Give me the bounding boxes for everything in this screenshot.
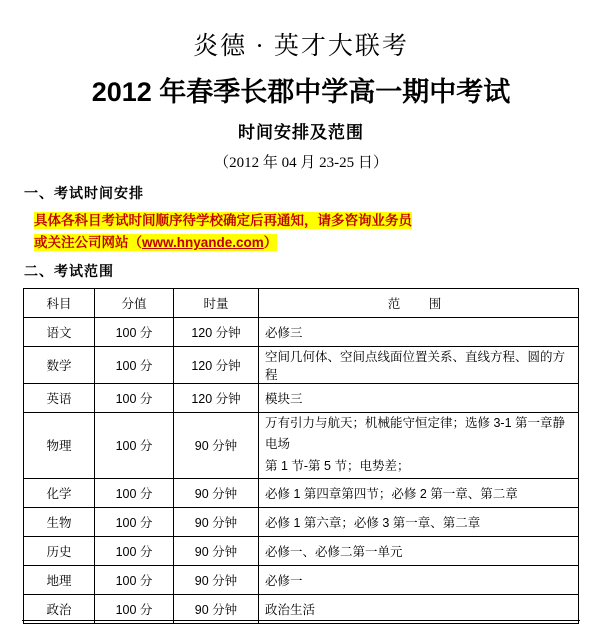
notice-text-prefix: 或关注公司网站（ xyxy=(34,235,142,251)
table-header-row xyxy=(24,288,579,317)
cell-duration: 90 分钟 xyxy=(174,537,259,566)
cell-subject: 英语 xyxy=(24,383,95,412)
document-page xyxy=(0,26,602,635)
brand-title: 炎德 · 英才大联考 xyxy=(193,33,409,60)
cell-duration: 90 分钟 xyxy=(174,595,259,624)
cell-scope: 必修三 xyxy=(259,317,579,346)
cell-scope xyxy=(259,412,579,479)
cell-subject: 地理 xyxy=(24,566,95,595)
table-row xyxy=(24,479,579,508)
cell-scope: 必修一、必修二第一单元 xyxy=(259,537,579,566)
section-heading-scope: 二、考试范围 xyxy=(24,262,114,279)
notice-text-line2 xyxy=(34,234,277,251)
table-row xyxy=(24,537,579,566)
cell-score: 100 分 xyxy=(95,537,174,566)
column-header-subject: 科目 xyxy=(24,288,95,317)
cell-duration: 90 分钟 xyxy=(174,566,259,595)
table-header xyxy=(24,288,579,317)
cell-subject: 物理 xyxy=(24,412,95,479)
cell-duration: 90 分钟 xyxy=(174,508,259,537)
cell-subject: 数学 xyxy=(24,346,95,383)
cell-scope: 必修 1 第四章第四节；必修 2 第一章、第二章 xyxy=(259,479,579,508)
section-heading-time: 一、考试时间安排 xyxy=(24,185,144,201)
table-row xyxy=(24,317,579,346)
cell-score: 100 分 xyxy=(95,383,174,412)
table-row xyxy=(24,383,579,412)
footer-divider xyxy=(22,620,580,621)
table-row xyxy=(24,508,579,537)
cell-subject: 语文 xyxy=(24,317,95,346)
table-row xyxy=(24,346,579,383)
cell-duration: 120 分钟 xyxy=(174,346,259,383)
cell-subject: 生物 xyxy=(24,508,95,537)
cell-scope: 模块三 xyxy=(259,383,579,412)
cell-scope-line2: 第 1 节-第 5 节；电势差； xyxy=(265,459,410,474)
table-row xyxy=(24,412,579,479)
cell-subject: 历史 xyxy=(24,537,95,566)
cell-duration: 120 分钟 xyxy=(174,317,259,346)
notice-text-line1: 具体各科目考试时间顺序待学校确定后再通知，请多咨询业务员 xyxy=(34,213,412,228)
cell-score: 100 分 xyxy=(95,595,174,624)
notice-text-suffix: ） xyxy=(263,235,278,251)
cell-subject: 政治 xyxy=(24,595,95,624)
cell-duration: 90 分钟 xyxy=(174,479,259,508)
cell-score: 100 分 xyxy=(95,508,174,537)
cell-duration: 90 分钟 xyxy=(174,412,259,479)
company-website-link[interactable]: www.hnyande.com xyxy=(142,235,264,251)
cell-score: 100 分 xyxy=(95,412,174,479)
cell-score: 100 分 xyxy=(95,317,174,346)
cell-duration: 120 分钟 xyxy=(174,383,259,412)
column-header-scope: 范 围 xyxy=(259,288,579,317)
cell-score: 100 分 xyxy=(95,346,174,383)
cell-scope: 空间几何体、空间点线面位置关系、直线方程、圆的方程 xyxy=(259,346,579,383)
column-header-duration: 时量 xyxy=(174,288,259,317)
page-subtitle: 时间安排及范围 xyxy=(238,123,364,142)
column-header-score: 分值 xyxy=(95,288,174,317)
table-body xyxy=(24,317,579,624)
notice-block xyxy=(34,210,568,255)
cell-scope: 必修一 xyxy=(259,566,579,595)
table-row xyxy=(24,566,579,595)
cell-score: 100 分 xyxy=(95,479,174,508)
cell-scope: 必修 1 第六章；必修 3 第一章、第二章 xyxy=(259,508,579,537)
exam-schedule-table xyxy=(23,288,579,625)
cell-scope: 政治生活 xyxy=(259,595,579,624)
page-title: 2012 年春季长郡中学高一期中考试 xyxy=(91,77,511,107)
cell-score: 100 分 xyxy=(95,566,174,595)
date-line: （2012 年 04 月 23-25 日） xyxy=(214,155,388,171)
cell-subject: 化学 xyxy=(24,479,95,508)
cell-scope-line1: 万有引力与航天；机械能守恒定律；选修 3-1 第一章静电场 xyxy=(265,415,566,452)
